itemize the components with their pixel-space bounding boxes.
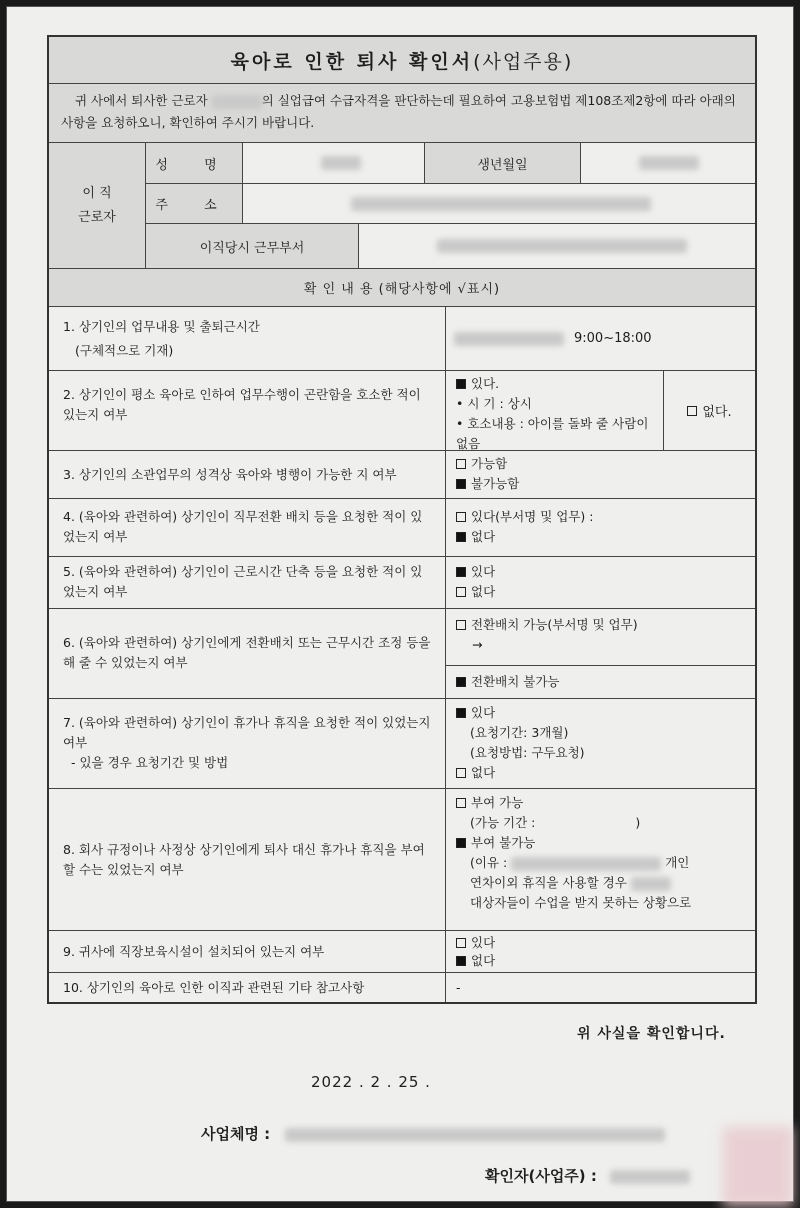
answer-8: 부여 가능 (가능 기간 : ) 부여 불가능 (이유 : 개인 연차이외 휴직을 사용할 경우 대상자들이 수업을 받지 못하는 상황으로 [445, 789, 755, 930]
address-label: 주 소 [146, 184, 242, 223]
company-label: 사업체명 : [201, 1123, 665, 1144]
form-title-main: 육아로 인한 퇴사 확인서 [230, 50, 474, 73]
section-header: 확 인 내 용 (해당사항에 √표시) [49, 269, 755, 306]
stamp-smudge [723, 1127, 793, 1207]
confirmation-form-table [47, 35, 757, 1004]
checkbox-unchecked [687, 406, 697, 416]
name-label: 성 명 [146, 143, 242, 183]
birth-label: 생년월일 [424, 143, 580, 183]
confirmer-label: 확인자(사업주) : [485, 1165, 690, 1186]
answer-3: 가능함 불가능함 [445, 451, 755, 498]
checkbox-checked [456, 379, 466, 389]
redacted-company-name [285, 1128, 665, 1142]
question-5: 5. (육아와 관련하여) 상기인이 근로시간 단축 등을 요청한 적이 있었는지 여부 [63, 564, 423, 599]
question-6: 6. (육아와 관련하여) 상기인에게 전환배치 또는 근무시간 조정 등을 해 줄 수 있었는지 여부 [63, 635, 431, 670]
answer-5: 있다 없다 [445, 557, 755, 608]
form-title-sub: (사업주용) [473, 50, 574, 73]
confirm-statement: 위 사실을 확인합니다. [577, 1026, 726, 1042]
dept-label: 이직당시 근무부서 [146, 224, 358, 268]
question-4: 4. (육아와 관련하여) 상기인이 직무전환 배치 등을 요청한 적이 있었는지 여부 [63, 509, 423, 544]
question-10: 10. 상기인의 육아로 인한 이직과 관련된 기타 참고사항 [63, 979, 365, 995]
answer-7: 있다 (요청기간: 3개월) (요청방법: 구두요청) 없다 [445, 699, 755, 788]
date: 2022 . 2 . 25 . [311, 1073, 431, 1091]
answer-4: 있다(부서명 및 업무) : 없다 [445, 499, 755, 556]
intro-text [49, 84, 755, 142]
question-3: 3. 상기인의 소관업무의 성격상 육아와 병행이 가능한 지 여부 [63, 466, 397, 482]
address-value [242, 184, 755, 223]
answer-2-no: 없다. [663, 371, 755, 450]
answer-1 [445, 307, 755, 370]
birth-value [580, 143, 755, 183]
question-8: 8. 회사 규정이나 사정상 상기인에게 퇴사 대신 휴가나 휴직을 부여할 수는 있었는지 여부 [63, 841, 425, 877]
question-2: 2. 상기인이 평소 육아로 인하여 업무수행이 곤란함을 호소한 적이 있는지 여부 [63, 387, 421, 422]
answer-9: 있다 없다 [445, 931, 755, 972]
redacted-confirmer-name [610, 1170, 690, 1184]
answer-10: - [445, 973, 755, 1002]
work-hours: 9:00~18:00 [574, 331, 652, 346]
employee-group-label: 이 직 근로자 [49, 143, 145, 268]
question-1: 1. 상기인의 업무내용 및 출퇴근시간 (구체적으로 기재) [63, 319, 260, 358]
redacted-employee-name [212, 95, 262, 109]
intro-part1: 귀 사에서 퇴사한 근로자 [75, 93, 208, 108]
answer-6-option1: 전환배치 가능(부서명 및 업무) → [446, 609, 755, 665]
document-page [6, 6, 794, 1202]
answer-2: 있다. • 시 기 : 상시 • 호소내용 : 아이를 돌봐 줄 사람이 없음 [445, 371, 663, 450]
intro-part2: 의 실업급여 수급자격을 판단하는데 필요하여 고용보험법 제108조제2항에 따라 아래의 사항을 요청하오니, 확인하여 주시기 바랍니다. [61, 93, 736, 130]
question-9: 9. 귀사에 직장보육시설이 설치되어 있는지 여부 [63, 943, 325, 959]
name-value [242, 143, 424, 183]
answer-6-option2: 전환배치 불가능 [446, 665, 755, 698]
form-title [49, 37, 755, 83]
dept-value [358, 224, 755, 268]
question-7: 7. (육아와 관련하여) 상기인이 휴가나 휴직을 요청한 적이 있었는지 여부 - 있을 경우 요청기간 및 방법 [63, 715, 431, 770]
